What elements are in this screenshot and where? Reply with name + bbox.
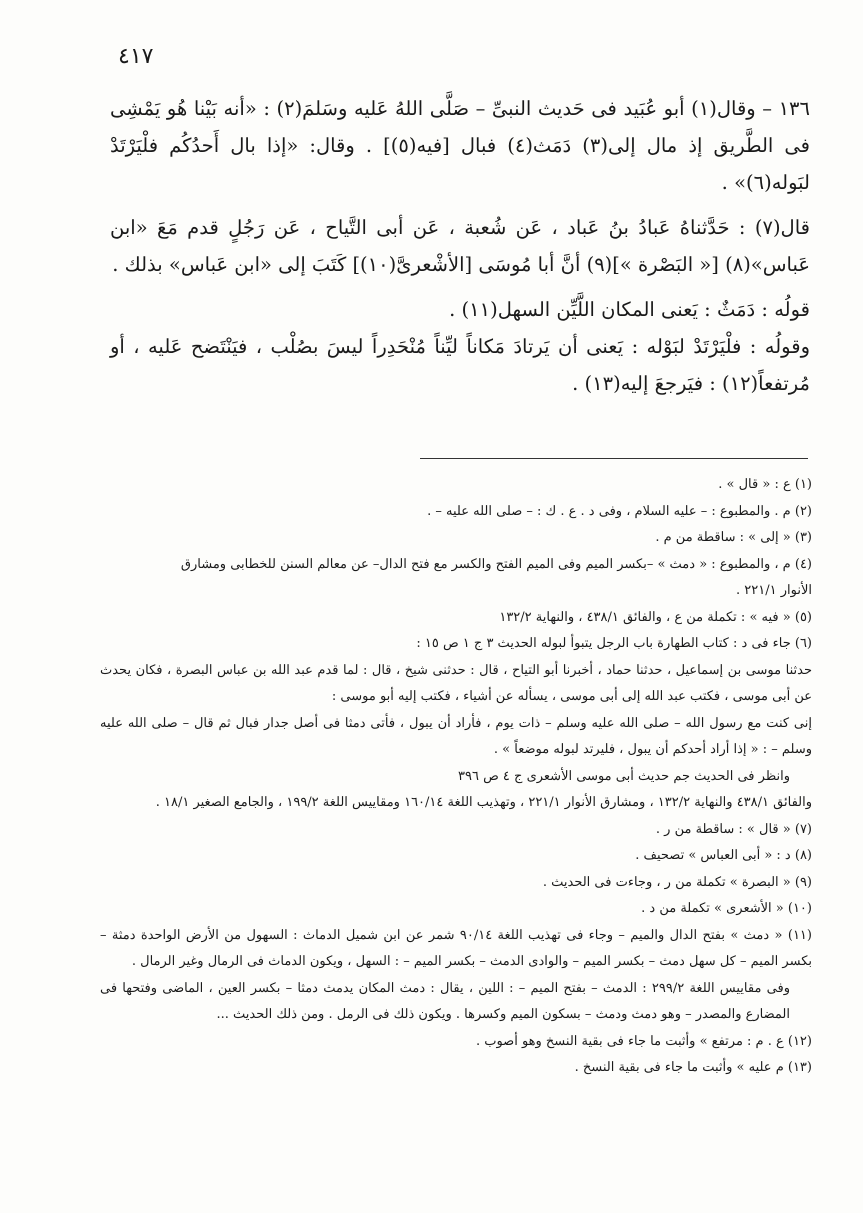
footnote-6-hadith-text: إنى كنت مع رسول الله – صلى الله عليه وسلم – ذات يوم ، فأراد أن يبول ، فأتى دمثا فى أصل جدار فبال ثم قال – صلى الله عليه وسلم – : « إذا أراد أحدكم أن يبول ، فليرتد لبوله موضعاً » . — [100, 715, 812, 757]
footnote-4: (٤) م ، والمطبوع : « دمث » –بكسر الميم وفى الميم الفتح والكسر مع فتح الدال– عن معالم السنن للخطابى ومشارق — [180, 556, 812, 572]
footnote-4-continued: الأنوار ٢٢١/١ . — [736, 583, 812, 598]
isnad-paragraph: قال(٧) : حَدَّثناهُ عَبادُ بنُ عَباد ، عَن شُعبة ، عَن أبى التَّياح ، عَن رَجُلٍ قدم مَعَ «ابن عَباس»(٨) [« البَصْرة »](٩) أنَّ أبا مُوسَى [الأشْعرىَّ(١٠)] كَتَبَ إلى «ابن عَباس» بذلك . — [110, 216, 810, 276]
footnote-13: (١٣) م عليه » وأثبت ما جاء فى بقية النسخ . — [574, 1060, 812, 1075]
footnote-9: (٩) « البصرة » تكملة من ر ، وجاءت فى الحديث . — [542, 874, 812, 890]
footnote-3: (٣) « إلى » : ساقطة من م . — [655, 530, 812, 545]
page-number: ٤١٧ — [118, 44, 154, 69]
explanation-yartad: وقولُه : فلْيَرْتَدْ لبَوْله : يَعنى أن يَرتادَ مَكاناً ليِّناً مُنْحَدِراً ليسَ بصُلْب ، فيَنْتَضح عَليه ، أو مُرتفعاً(١٢) : فيَرجعَ إليه(١٣) . — [110, 335, 810, 395]
footnote-11-continued: وفى مقاييس اللغة ٢٩٩/٢ : الدمث – بفتح الميم – : اللين ، يقال : دمث المكان يدمث دمثا – بكسر العين ، الماضى وفتحها فى المضارع والمصدر – وهو دمث ودمث – بسكون الميم وكسرها . ويكون ذلك فى الرمل . ومن ذلك الحديث ... — [100, 980, 790, 1022]
footnote-11: (١١) « دمث » بفتح الدال والميم – وجاء فى تهذيب اللغة ٩٠/١٤ شمر عن ابن شميل الدماث : السهول من الأرض الواحدة دمثة – بكسر الميم – كل سهل دمث – بكسر الميم – والوادى الدمث – بكسر الميم – : السهل ، ويكون الدماث فى الرمال وغير الرمال . — [100, 927, 812, 969]
footnote-8: (٨) د : « أبى العباس » تصحيف . — [635, 848, 812, 863]
footnote-divider — [420, 458, 808, 459]
footnotes — [100, 472, 812, 1082]
footnote-10: (١٠) « الأشعرى » تكملة من د . — [641, 901, 812, 916]
footnote-6: (٦) جاء فى د : كتاب الطهارة باب الرجل يتبوأ لبوله الحديث ٣ ج ١ ص ١٥ : — [416, 636, 812, 651]
footnote-6-hadith-isnad: حدثنا موسى بن إسماعيل ، حدثنا حماد ، أخبرنا أبو التياح ، قال : حدثنى شيخ ، قال : لما قدم عبد الله بن عباس البصرة ، فكان يحدث عن أبى موسى ، فكتب عبد الله إلى أبى موسى ، يسأله عن أشياء ، فكتب إليه أبو موسى : — [100, 662, 812, 704]
explanation-damath: قولُه : دَمَثٌ : يَعنى المكان اللَّيِّن السهل(١١) . — [449, 298, 810, 321]
footnote-1: (١) ع : « قال » . — [718, 477, 812, 492]
footnote-12: (١٢) ع . م : مرتفع » وأثبت ما جاء فى بقية النسخ وهو أصوب . — [475, 1033, 812, 1049]
footnote-5: (٥) « فيه » : تكملة من ع ، والفائق ٤٣٨/١ ، والنهاية ١٣٢/٢ — [499, 609, 812, 625]
footnote-2: (٢) م . والمطبوع : – عليه السلام ، وفى د . ع . ك : – صلى الله عليه – . — [427, 503, 812, 519]
footnote-6-references: وانظر فى الحديث جم حديث أبى موسى الأشعرى ج ٤ ص ٣٩٦ — [457, 768, 790, 784]
footnote-6-sources: والفائق ٤٣٨/١ والنهاية ١٣٢/٢ ، ومشارق الأنوار ٢٢١/١ ، وتهذيب اللغة ١٦٠/١٤ ومقاييس اللغة ١٩٩/٢ ، والجامع الصغير ١٨/١ . — [155, 795, 812, 810]
footnote-7: (٧) « قال » : ساقطة من ر . — [655, 821, 812, 837]
hadith-paragraph: ١٣٦ – وقال(١) أبو عُبَيد فى حَديث النبىِّ – صَلَّى اللهُ عَليه وسَلمَ(٢) : «أنه بَيْنا هُو يَمْشِى فى الطَّريق إذ مال إلى(٣) دَمَث(٤) فبال [فيه(٥)] . وقال: «إذا بال أَحدُكُم فلْيَرْتَدْ لبَوله(٦)» . — [110, 97, 810, 194]
main-text — [110, 90, 810, 402]
